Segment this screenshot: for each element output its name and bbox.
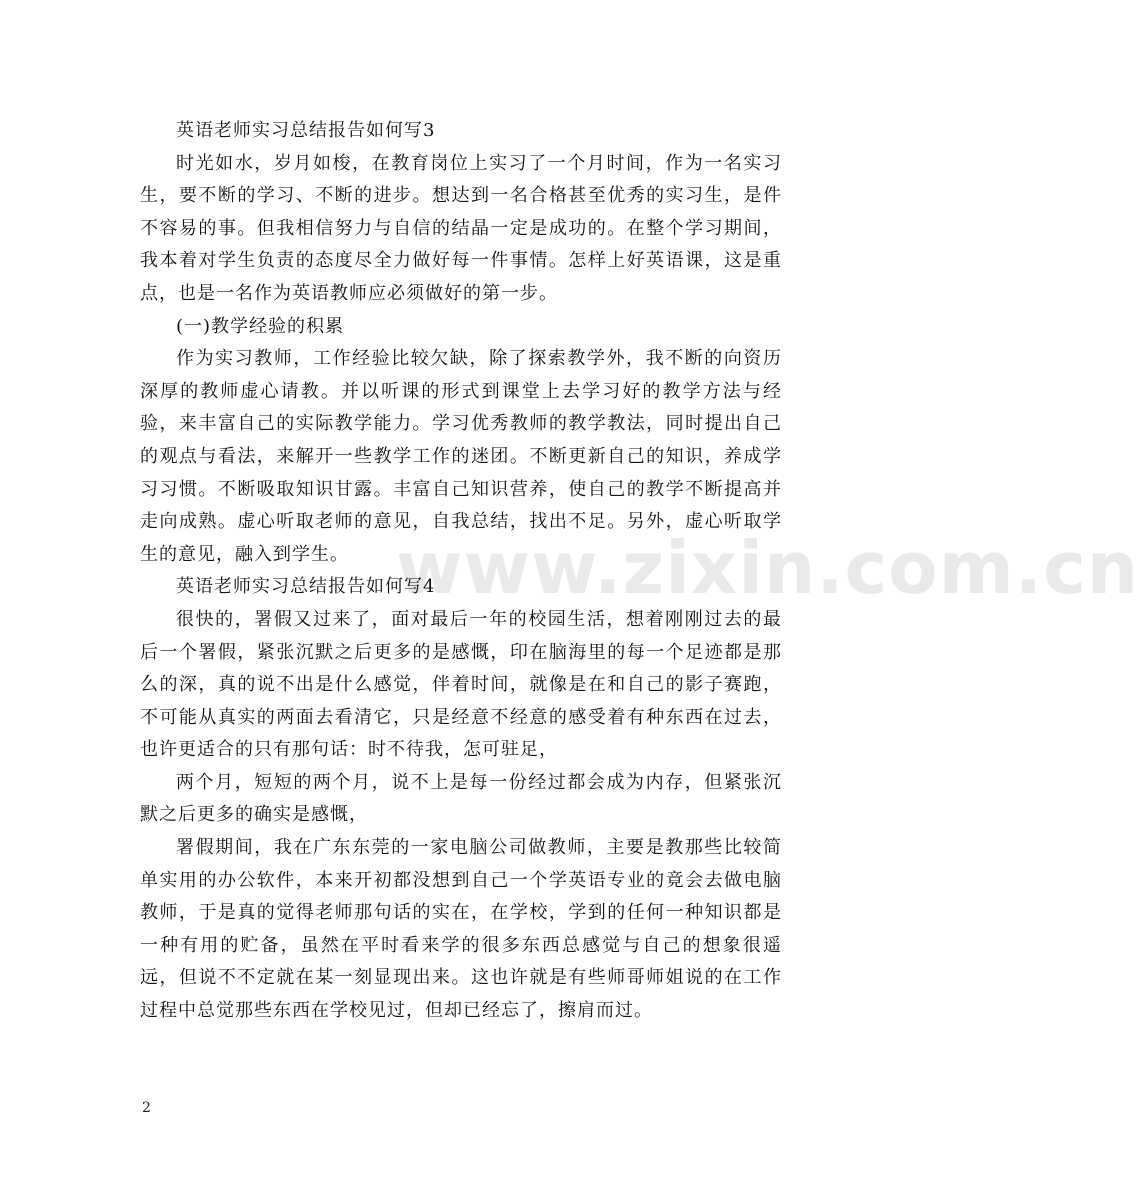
section-heading-4: 英语老师实习总结报告如何写4 xyxy=(176,576,436,598)
paragraph: 两个月，短短的两个月，说不上是每一份经过都会成为内存，但紧张沉默之后更多的确实是感慨， xyxy=(140,771,782,826)
document-body xyxy=(140,115,782,1028)
paragraph: 时光如水，岁月如梭，在教育岗位上实习了一个月时间，作为一名实习生，要不断的学习、不断的进步。想达到一名合格甚至优秀的实习生，是件不容易的事。但我相信努力与自信的结晶一定是成功的。在整个学习期间，我本着对学生负责的态度尽全力做好每一件事情。怎样上好英语课，这是重点，也是一名作为英语教师应必须做好的第一步。 xyxy=(140,152,782,304)
watermark: www.zixin.com.cn xyxy=(396,526,1139,610)
section-heading-3: 英语老师实习总结报告如何写3 xyxy=(176,120,436,141)
paragraph: 很快的，署假又过来了，面对最后一年的校园生活，想着刚刚过去的最后一个署假，紧张沉默之后更多的是感慨，印在脑海里的每一个足迹都是那么的深，真的说不出是什么感觉，伴着时间，就像是在和自己的影子赛跑，不可能从真实的两面去看清它，只是经意不经意的感受着有种东西在过去，也许更适合的只有那句话：时不待我，怎可驻足， xyxy=(140,608,782,761)
paragraph: 署假期间，我在广东东莞的一家电脑公司做教师，主要是教那些比较简单实用的办公软件，本来开初都没想到自己一个学英语专业的竟会去做电脑教师，于是真的觉得老师那句话的实在，在学校，学到的任何一种知识都是一种有用的贮备，虽然在平时看来学的很多东西总感觉与自己的想象很遥远，但说不不定就在某一刻显现出来。这也许就是有些师哥师姐说的在工作过程中总觉那些东西在学校见过，但却已经忘了，擦肩而过。 xyxy=(140,837,782,1022)
subsection-heading: (一)教学经验的积累 xyxy=(176,315,345,337)
paragraph: 作为实习教师，工作经验比较欠缺，除了探索教学外，我不断的向资历深厚的教师虚心请教。并以听课的形式到课堂上去学习好的教学方法与经验，来丰富自己的实际教学能力。学习优秀教师的教学教法，同时提出自己的观点与看法，来解开一些教学工作的迷团。不断更新自己的知识，养成学习习惯。不断吸取知识甘露。丰富自己知识营养，使自己的教学不断提高并走向成熟。虚心听取老师的意见，自我总结，找出不足。另外，虚心听取学生的意见，融入到学生。 xyxy=(140,348,782,565)
page-number: 2 xyxy=(142,1100,151,1116)
